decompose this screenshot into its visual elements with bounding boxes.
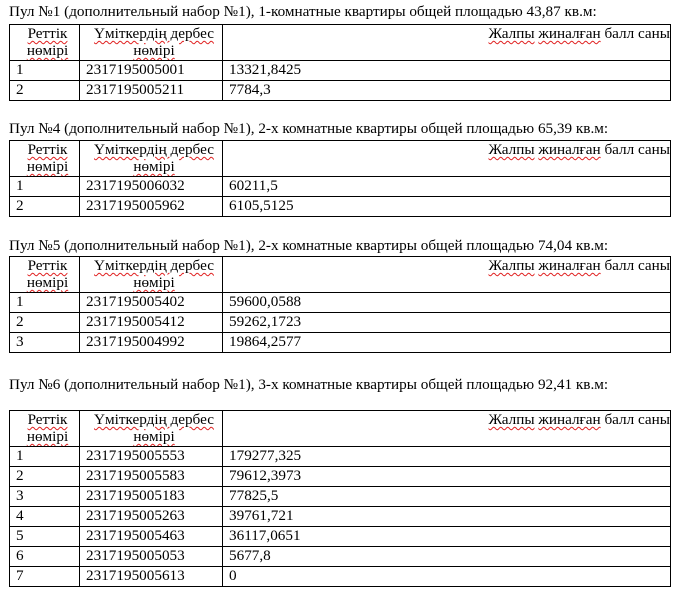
- header-text: Реттік: [27, 25, 68, 42]
- header-text: Реттік: [27, 257, 68, 274]
- header-total-score: [223, 411, 671, 447]
- cell-applicant-id: 2317195004992: [80, 333, 223, 353]
- header-text: жиналған: [538, 141, 601, 158]
- cell-order-number: 4: [10, 507, 80, 527]
- cell-order-number: 5: [10, 527, 80, 547]
- table-row: [10, 507, 671, 527]
- table-row: [10, 61, 671, 81]
- pool-5-title: Пул №5 (дополнительный набор №1), 2-х комнатные квартиры общей площадью 74,04 кв.м:: [9, 237, 609, 254]
- cell-total-score: 13321,8425: [223, 61, 671, 81]
- pool-4-table: [9, 140, 671, 217]
- header-applicant-id: [80, 411, 223, 447]
- cell-applicant-id: 2317195005583: [80, 467, 223, 487]
- header-text: Жалпы: [488, 257, 535, 274]
- header-text: нөмірі: [133, 158, 175, 175]
- header-order-number: [10, 25, 80, 61]
- cell-total-score: 0: [223, 567, 671, 587]
- cell-total-score: 77825,5: [223, 487, 671, 507]
- cell-applicant-id: 2317195005001: [80, 61, 223, 81]
- table-row: [10, 547, 671, 567]
- header-applicant-id: [80, 141, 223, 177]
- table-header-row: [10, 257, 671, 293]
- header-text: нөмірі: [26, 274, 69, 291]
- pool-1-title: Пул №1 (дополнительный набор №1), 1-комнатные квартиры общей площадью 43,87 кв.м:: [9, 3, 597, 20]
- table-row: [10, 197, 671, 217]
- cell-order-number: 3: [10, 487, 80, 507]
- table-row: [10, 467, 671, 487]
- cell-applicant-id: 2317195005613: [80, 567, 223, 587]
- header-applicant-id: [80, 25, 223, 61]
- table-row: [10, 333, 671, 353]
- pool-6-table: [9, 410, 671, 587]
- table-header-row: [10, 25, 671, 61]
- cell-total-score: 79612,3973: [223, 467, 671, 487]
- cell-total-score: 6105,5125: [223, 197, 671, 217]
- cell-total-score: 60211,5: [223, 177, 671, 197]
- header-text: Үміткердің дербес: [94, 411, 214, 428]
- cell-applicant-id: 2317195005553: [80, 447, 223, 467]
- table-row: [10, 177, 671, 197]
- cell-applicant-id: 2317195005263: [80, 507, 223, 527]
- table-header-row: [10, 141, 671, 177]
- cell-total-score: 39761,721: [223, 507, 671, 527]
- cell-total-score: 5677,8: [223, 547, 671, 567]
- header-text: нөмірі: [26, 428, 69, 445]
- cell-order-number: 6: [10, 547, 80, 567]
- cell-total-score: 19864,2577: [223, 333, 671, 353]
- cell-order-number: 2: [10, 81, 80, 101]
- cell-total-score: 7784,3: [223, 81, 671, 101]
- cell-applicant-id: 2317195005463: [80, 527, 223, 547]
- table-row: [10, 527, 671, 547]
- header-text: жиналған: [538, 257, 601, 274]
- header-order-number: [10, 411, 80, 447]
- header-order-number: [10, 141, 80, 177]
- cell-order-number: 1: [10, 447, 80, 467]
- header-text: нөмірі: [26, 158, 69, 175]
- pool-6-title: Пул №6 (дополнительный набор №1), 3-х комнатные квартиры общей площадью 92,41 кв.м:: [9, 376, 609, 393]
- header-text: балл саны: [604, 141, 670, 158]
- pool-5-table: [9, 256, 671, 353]
- header-text: Үміткердің дербес: [94, 25, 214, 42]
- header-total-score: [223, 141, 671, 177]
- cell-order-number: 2: [10, 467, 80, 487]
- cell-order-number: 7: [10, 567, 80, 587]
- cell-applicant-id: 2317195005053: [80, 547, 223, 567]
- cell-total-score: 59262,1723: [223, 313, 671, 333]
- header-text: Реттік: [27, 141, 68, 158]
- header-total-score: [223, 257, 671, 293]
- header-order-number: [10, 257, 80, 293]
- cell-total-score: 36117,0651: [223, 527, 671, 547]
- table-header-row: [10, 411, 671, 447]
- header-text: Жалпы: [488, 141, 535, 158]
- table-row: [10, 313, 671, 333]
- cell-applicant-id: 2317195005211: [80, 81, 223, 101]
- header-text: нөмірі: [133, 42, 175, 59]
- table-row: [10, 81, 671, 101]
- header-text: жиналған: [538, 25, 601, 42]
- header-text: жиналған: [538, 411, 601, 428]
- cell-applicant-id: 2317195005402: [80, 293, 223, 313]
- cell-total-score: 179277,325: [223, 447, 671, 467]
- cell-order-number: 1: [10, 293, 80, 313]
- header-text: нөмірі: [133, 274, 175, 291]
- cell-total-score: 59600,0588: [223, 293, 671, 313]
- header-text: нөмірі: [133, 428, 175, 445]
- cell-applicant-id: 2317195005412: [80, 313, 223, 333]
- table-row: [10, 567, 671, 587]
- cell-order-number: 1: [10, 61, 80, 81]
- header-text: Үміткердің дербес: [94, 141, 214, 158]
- header-text: Реттік: [27, 411, 68, 428]
- header-text: нөмірі: [26, 42, 69, 59]
- pool-4-title: Пул №4 (дополнительный набор №1), 2-х комнатные квартиры общей площадью 65,39 кв.м:: [9, 120, 609, 137]
- cell-order-number: 3: [10, 333, 80, 353]
- cell-order-number: 2: [10, 313, 80, 333]
- header-applicant-id: [80, 257, 223, 293]
- pool-1-table: [9, 24, 671, 101]
- header-text: Үміткердің дербес: [94, 257, 214, 274]
- header-text: балл саны: [604, 411, 670, 428]
- header-total-score: [223, 25, 671, 61]
- table-row: [10, 487, 671, 507]
- cell-applicant-id: 2317195006032: [80, 177, 223, 197]
- cell-order-number: 2: [10, 197, 80, 217]
- table-row: [10, 447, 671, 467]
- header-text: балл саны: [604, 25, 670, 42]
- header-text: Жалпы: [488, 25, 535, 42]
- cell-applicant-id: 2317195005183: [80, 487, 223, 507]
- cell-applicant-id: 2317195005962: [80, 197, 223, 217]
- header-text: балл саны: [604, 257, 670, 274]
- table-row: [10, 293, 671, 313]
- cell-order-number: 1: [10, 177, 80, 197]
- header-text: Жалпы: [488, 411, 535, 428]
